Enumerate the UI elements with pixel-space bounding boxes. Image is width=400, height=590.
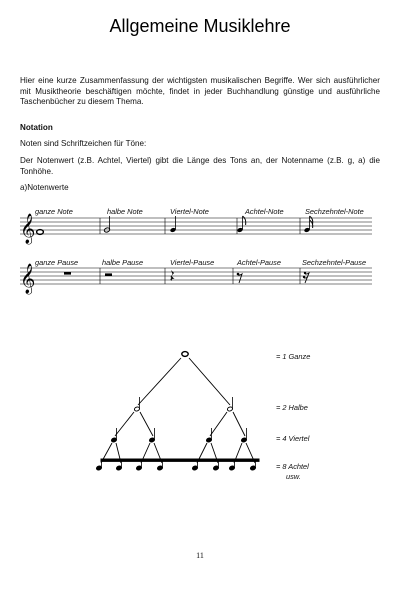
page-title: Allgemeine Musiklehre <box>109 16 291 36</box>
quarter-note-icon <box>170 216 177 233</box>
notation-line-1: Noten sind Schriftzeichen für Töne: <box>20 139 147 148</box>
quarter-rest-icon <box>171 270 175 281</box>
page-number: 11 <box>196 551 204 560</box>
tree-quarter-notes <box>111 428 247 443</box>
sixteenth-note-icon <box>304 216 313 233</box>
tree-label-halves: = 2 Halbe <box>276 403 308 412</box>
tree-eighth-notes <box>96 459 259 471</box>
tree-label-eighths: = 8 Achtel <box>276 462 309 471</box>
tree-label-etc: usw. <box>286 472 301 481</box>
treble-clef-icon: 𝄞 <box>20 214 36 244</box>
whole-rest-icon <box>64 272 71 275</box>
label-quarter-note: Viertel-Note <box>170 207 209 216</box>
label-whole-note: ganze Note <box>35 207 73 216</box>
tree-whole-note-icon <box>182 352 188 357</box>
label-eighth-note: Achtel-Note <box>245 207 284 216</box>
treble-clef-icon: 𝄞 <box>20 264 36 294</box>
half-note-icon <box>104 216 111 233</box>
subheading-notenwerte: a)Notenwerte <box>20 183 69 192</box>
eighth-note-icon <box>237 216 246 233</box>
sixteenth-rest-icon <box>303 272 309 283</box>
rest-staff <box>20 268 372 284</box>
eighth-rest-icon <box>237 273 242 283</box>
label-half-rest: halbe Pause <box>102 258 144 267</box>
label-sixteenth-rest: Sechzehntel-Pause <box>302 258 367 267</box>
tree-label-quarters: = 4 Viertel <box>276 434 310 443</box>
section-heading: Notation <box>20 123 53 132</box>
tree-label-whole: = 1 Ganze <box>276 352 311 361</box>
label-whole-rest: ganze Pause <box>35 258 79 267</box>
notation-line-2: Der Notenwert (z.B. Achtel, Viertel) gibt die Länge des Tons an, der Notenname (z.B. g, a) die Tonhöhe. <box>20 156 380 176</box>
label-quarter-rest: Viertel-Pause <box>170 258 215 267</box>
half-rest-icon <box>105 273 112 276</box>
whole-note-icon <box>37 230 44 235</box>
intro-paragraph: Hier eine kurze Zusammenfassung der wichtigsten musikalischen Begriffe. Wer sich ausführlicher mit Musiktheorie beschäftigen möchte, findet in jeder Buchhandlung günstige und ausführliche Taschenbücher zu diesem Thema. <box>20 76 380 107</box>
tree-half-note-icon <box>134 397 140 412</box>
label-eighth-rest: Achtel-Pause <box>237 258 281 267</box>
label-half-note: halbe Note <box>107 207 143 216</box>
note-staff <box>20 218 372 234</box>
label-sixteenth-note: Sechzehntel-Note <box>305 207 364 216</box>
